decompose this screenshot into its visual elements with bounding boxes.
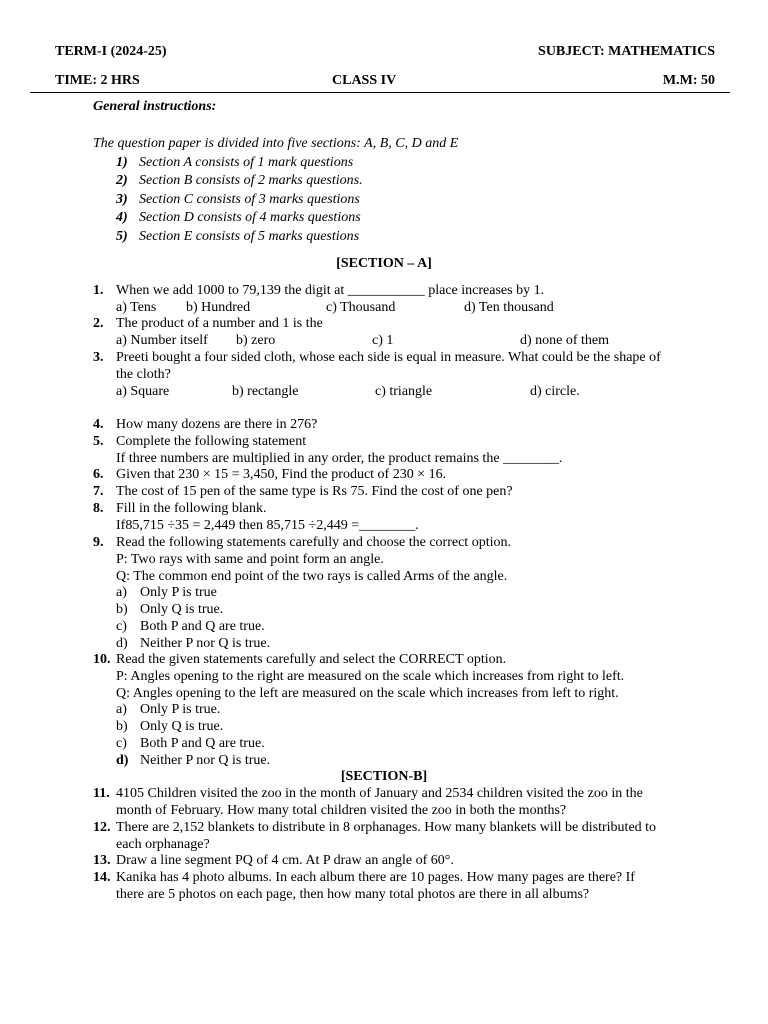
question-text: When we add 1000 to 79,139 the digit at ___________ place increases by 1. [116,283,545,298]
option-c: c) 1 [372,332,394,348]
option-d: d) none of them [520,332,610,348]
option-b: b) rectangle [232,383,299,399]
instructions-title: General instructions: [93,99,217,114]
instruction-item: 5) Section E consists of 5 marks questions [116,228,360,244]
question-8: 8. Fill in the following blank. If85,715 ÷35 = 2,449 then 85,715 ÷2,449 =________. [93,501,733,535]
option-d: d) circle. [530,383,580,399]
question-text: Preeti bought a four sided cloth, whose each side is equal in measure. What could be the shape of [116,350,661,365]
question-text: Draw a line segment PQ of 4 cm. At P draw an angle of 60°. [116,853,454,868]
time-label: TIME: 2 HRS [55,73,140,88]
option-d: d) Ten thousand [464,299,554,315]
question-text-cont: the cloth? [116,366,171,382]
options-row [116,384,733,401]
option-c: c) Both P and Q are true. [116,618,265,634]
instruction-item: 4) Section D consists of 4 marks questions [116,210,361,226]
question-text: Complete the following statement [116,434,307,449]
question-text-cont: there are 5 photos on each page, then how many total photos are there in all albums? [116,886,590,902]
max-marks-label: M.M: 50 [662,73,715,88]
question-11: 11. 4105 Children visited the zoo in the month of January and 2534 children visited the zoo in the month of February. How many total children visited the zoo in both the months? [93,786,733,820]
section-a-title: [SECTION – A] [336,256,432,271]
subject-label: SUBJECT: MATHEMATICS [538,44,715,59]
question-7: 7. The cost of 15 pen of the same type is Rs 75. Find the cost of one pen? [93,484,733,501]
instructions-intro: The question paper is divided into five sections: A, B, C, D and E [93,136,459,151]
question-text: 4105 Children visited the zoo in the month of January and 2534 children visited the zoo in the [116,786,643,801]
option-a: a) Square [116,383,170,399]
question-text: How many dozens are there in 276? [116,417,318,432]
option-a: a) Tens [116,299,157,315]
class-label: CLASS IV [332,73,397,88]
option-c: c) triangle [375,383,433,399]
question-text-cont: each orphanage? [116,836,210,852]
option-b: b) Only Q is true. [116,719,224,735]
statement-p: P: Two rays with same and point form an angle. [116,551,384,567]
question-text-cont: If85,715 ÷35 = 2,449 then 85,715 ÷2,449 =________. [116,517,419,533]
question-9: 9. Read the following statements carefully and choose the correct option. P: Two rays with same and point form an angle. Q: The common end point of the two rays is called Arms of the angle. a) Only P is true b) Only Q is true. c) Both P and Q are true. d) Neither P nor Q is true. [93,535,733,653]
statement-p: P: Angles opening to the right are measured on the scale which increases from right to left. [116,668,625,684]
statement-q: Q: The common end point of the two rays is called Arms of the angle. [116,568,508,584]
question-text: Read the given statements carefully and select the CORRECT option. [116,652,507,667]
question-text: Fill in the following blank. [116,501,267,516]
header-divider [30,92,730,93]
option-a: a) Only P is true [116,585,217,601]
question-14: 14. Kanika has 4 photo albums. In each album there are 10 pages. How many pages are there? If there are 5 photos on each page, then how many total photos are there in all albums? [93,870,733,904]
question-text: The cost of 15 pen of the same type is Rs 75. Find the cost of one pen? [116,484,513,499]
question-12: 12. There are 2,152 blankets to distribute in 8 orphanages. How many blankets will be distributed to each orphanage? [93,820,733,854]
options-row [116,333,733,350]
question-5: 5. Complete the following statement If three numbers are multiplied in any order, the product remains the ________. [93,434,733,468]
question-3: 3. Preeti bought a four sided cloth, whose each side is equal in measure. What could be the shape of the cloth? a) Square b) rectangle c) triangle d) circle. [93,350,733,400]
section-b-title: [SECTION-B] [340,769,428,784]
term-label: TERM-I (2024-25) [55,44,167,59]
option-d: d) Neither P nor Q is true. [116,752,271,768]
question-13: 13. Draw a line segment PQ of 4 cm. At P draw an angle of 60°. [93,853,733,870]
question-text: There are 2,152 blankets to distribute in 8 orphanages. How many blankets will be distributed to [116,820,657,835]
question-text: Read the following statements carefully and choose the correct option. [116,535,511,550]
instruction-item: 1) Section A consists of 1 mark questions [116,155,354,170]
instruction-item: 3) Section C consists of 3 marks questions [116,191,360,207]
question-1: 1. When we add 1000 to 79,139 the digit at ___________ place increases by 1. a) Tens b) Hundred c) Thousand d) Ten thousand [93,283,733,317]
option-b: b) Only Q is true. [116,602,224,618]
option-c: c) Both P and Q are true. [116,735,265,751]
option-b: b) zero [236,332,276,348]
question-6: 6. Given that 230 × 15 = 3,450, Find the product of 230 × 16. [93,467,733,484]
options-row [116,300,733,317]
option-d: d) Neither P nor Q is true. [116,635,271,651]
question-4: 4. How many dozens are there in 276? [93,417,733,434]
question-text-cont: month of February. How many total children visited the zoo in both the months? [116,802,567,818]
question-text-cont: If three numbers are multiplied in any order, the product remains the ________. [116,450,563,466]
question-text: Kanika has 4 photo albums. In each album there are 10 pages. How many pages are there? If [116,870,635,885]
option-c: c) Thousand [326,299,396,315]
instructions-list [116,154,363,246]
question-text: Given that 230 × 15 = 3,450, Find the product of 230 × 16. [116,467,447,482]
instruction-item: 2) Section B consists of 2 marks questions. [116,173,363,189]
option-a: a) Only P is true. [116,702,221,718]
option-b: b) Hundred [186,299,251,315]
question-text: The product of a number and 1 is the [116,316,323,331]
question-10: 10. Read the given statements carefully and select the CORRECT option. P: Angles opening to the right are measured on the scale which increases from right to left. Q: Angles opening to the left are measured on the scale which increases from left to right. a) Only P is true. b) Only Q is true. c) Both P and Q are true. d) Neither P nor Q is true. [93,652,733,770]
question-2: 2. The product of a number and 1 is the a) Number itself b) zero c) 1 d) none of them [93,316,733,350]
statement-q: Q: Angles opening to the left are measured on the scale which increases from left to right. [116,685,619,701]
option-a: a) Number itself [116,332,208,348]
